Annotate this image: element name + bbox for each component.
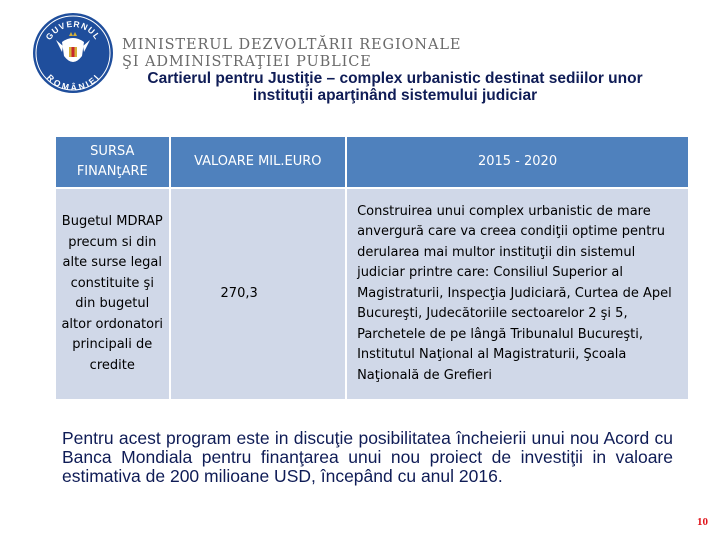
ministry-line-1: MINISTERUL DEZVOLTĂRII REGIONALE <box>122 37 462 53</box>
body-paragraph: Pentru acest program este in discuţie posibilitatea încheierii unui nou Acord cu Banca Mondiala pentru finanţarea unui nou proiect de investiţii in valoare estimativa de 200 milioane USD, începând cu anul 2016. <box>62 428 673 486</box>
ministry-line-2: ŞI ADMINISTRAŢIEI PUBLICE <box>122 54 372 70</box>
cell-value: 270,3 <box>171 189 348 399</box>
cell-description: Construirea unui complex urbanistic de mare anvergură care va creea condiţii optime pentru derularea mai multor instituţii din sistemul judiciar printre care: Consiliul Superior al Magistraturii, Inspecţia Judiciară, Curtea de Apel Bucureşti, Judecătoriile sectoarelor 2 şi 5, Parchetele de pe lângă Tribunalul Bucureşti, Institutul Naţional al Magistraturii, Şcoala Naţională de Grefieri <box>347 189 688 399</box>
page-number: 10 <box>697 516 708 528</box>
header-funding-source: SURSA FINANţARE <box>56 137 171 189</box>
table-row <box>56 189 688 399</box>
ministry-name <box>122 37 461 71</box>
seal-bottom-text: ROMÂNIEI <box>44 72 102 93</box>
title-line-2: instituţii aparţinând sistemului judiciar <box>252 87 538 104</box>
header-value: VALOARE MIL.EURO <box>171 137 348 189</box>
slide-title <box>100 70 690 104</box>
funding-table <box>56 137 688 399</box>
header-period: 2015 - 2020 <box>347 137 688 189</box>
cell-funding-source: Bugetul MDRAP precum si din alte surse legal constituite şi din bugetul altor ordonatori principali de credite <box>56 189 171 399</box>
title-line-1: Cartierul pentru Justiţie – complex urbanistic destinat sediilor unor <box>147 70 643 87</box>
seal-top-text: GUVERNUL <box>43 18 103 42</box>
table-header-row <box>56 137 688 189</box>
